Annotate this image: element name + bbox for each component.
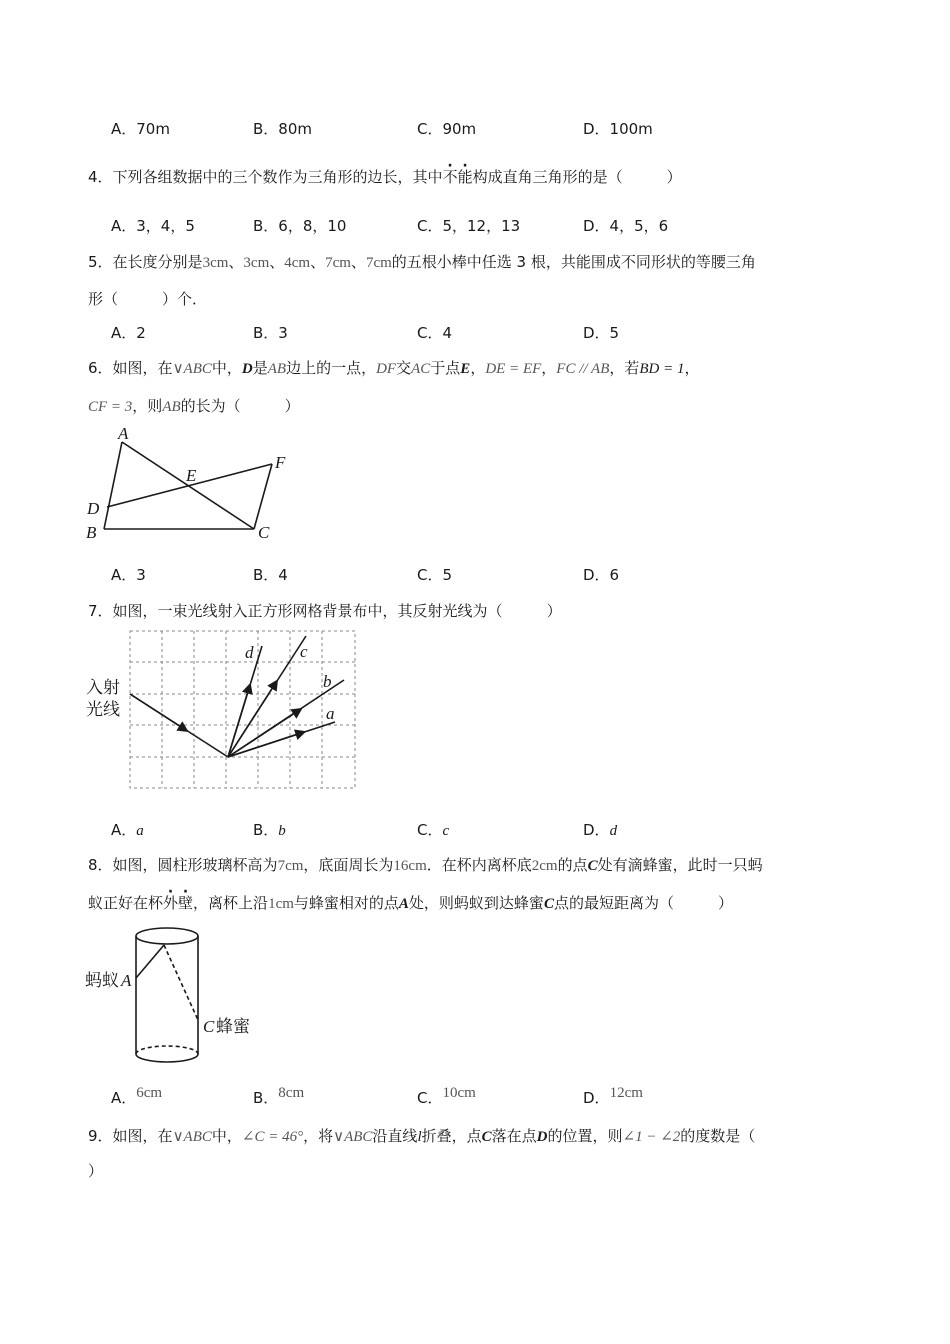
q4-option-c: C．5，12，13 xyxy=(417,217,521,235)
q8-text: 如图，圆柱形玻璃杯高为 xyxy=(112,856,278,874)
q8-text-7: ，离杯上沿 xyxy=(193,894,269,912)
q8-figure xyxy=(82,920,272,1070)
q6-label-e: E xyxy=(186,466,197,485)
q9-text-5: 折叠，点 xyxy=(421,1127,482,1145)
q8-stem-line2 xyxy=(88,892,733,913)
q6-figure xyxy=(80,420,300,545)
q6-text-2: 中， xyxy=(211,359,242,377)
q5-sep-1: 、 xyxy=(228,253,244,271)
q7-ray-b-arrow xyxy=(228,711,298,757)
q4-text: 下列各组数据中的三个数作为三角形的边长，其中 xyxy=(112,168,443,186)
q9-text: 如图，在 xyxy=(112,1127,173,1145)
q8-option-d xyxy=(583,1087,643,1108)
q9-point-c: C xyxy=(481,1129,492,1145)
q7-stem xyxy=(88,600,562,621)
q6-line-ab xyxy=(104,442,122,529)
q6-text-10: ， xyxy=(684,359,700,377)
q8-text-5: 处有滴蜂蜜，此时一只蚂 xyxy=(597,856,763,874)
q6-segment-ab-2: AB xyxy=(162,399,181,415)
q8-text-9: 处，则蚂蚁到达蜂蜜 xyxy=(408,894,544,912)
q6-line-fc xyxy=(254,464,272,529)
q5-value-4: 7cm xyxy=(325,255,351,271)
q8-emphasis-2: 壁 xyxy=(178,894,194,912)
q6-text-5: 交 xyxy=(396,359,412,377)
q7-option-b xyxy=(253,819,286,840)
q8-label-a: A xyxy=(121,971,132,990)
q5-option-b: B．3 xyxy=(253,324,288,342)
q6-point-e: E xyxy=(460,361,471,377)
q8-emphasis-1: 外 xyxy=(163,894,179,912)
q4-emphasis-2: 能 xyxy=(457,168,473,186)
q9-triangle-2: ∨ABC xyxy=(333,1129,373,1145)
q6-text-12: 的长为（ xyxy=(180,397,241,415)
q3-option-b: B．80m xyxy=(253,120,312,138)
q8-label-honey: 蜂蜜 xyxy=(216,1017,250,1037)
q9-point-d: D xyxy=(536,1129,548,1145)
q8-perimeter: 16cm xyxy=(393,858,427,874)
q7-label-a: a xyxy=(326,704,335,723)
q8-distance: 2cm xyxy=(531,858,558,874)
q3-option-a: A．70m xyxy=(111,120,170,138)
q6-text-8: ， xyxy=(541,359,557,377)
q8-number: 8． xyxy=(88,856,113,874)
q8-path-solid xyxy=(136,945,164,978)
q5-text-3: 形（ xyxy=(88,290,119,308)
q7-incident-arrow xyxy=(130,694,184,729)
q9-text-4: 沿直线 xyxy=(372,1127,418,1145)
q6-text: 如图，在 xyxy=(112,359,173,377)
q7-ray-c-arrow xyxy=(228,684,275,757)
q7-option-b-value: b xyxy=(278,823,286,839)
q9-stem-line2 xyxy=(88,1160,103,1181)
q8-option-d-prefix: D． xyxy=(583,1089,610,1107)
q9-text-8: 的度数是（ xyxy=(680,1127,756,1145)
q6-option-b: B．4 xyxy=(253,566,288,584)
q8-option-a xyxy=(111,1087,162,1108)
q5-value-1: 3cm xyxy=(202,255,229,271)
q8-cylinder-bottom-back xyxy=(136,1046,198,1054)
q5-option-d: D．5 xyxy=(583,324,620,342)
q8-text-4: 的点 xyxy=(557,856,588,874)
q5-text-4: ）个． xyxy=(162,290,208,308)
q8-option-b-value: 8cm xyxy=(278,1085,305,1101)
q8-option-c-value: 10cm xyxy=(442,1085,476,1101)
q5-sep-4: 、 xyxy=(350,253,366,271)
q8-option-b xyxy=(253,1087,304,1108)
q6-text-13: ） xyxy=(284,397,300,415)
q6-number: 6． xyxy=(88,359,113,377)
q6-segment-df: DF xyxy=(376,361,397,377)
q8-label-c: C xyxy=(203,1017,215,1036)
q5-option-a: A．2 xyxy=(111,324,146,342)
q7-option-d-prefix: D． xyxy=(583,821,610,839)
q7-label-c: c xyxy=(300,642,308,661)
q8-text-11: ） xyxy=(717,894,733,912)
q8-height: 7cm xyxy=(277,858,304,874)
q6-eq-de-ef: DE = EF xyxy=(485,361,542,377)
q5-sep-2: 、 xyxy=(269,253,285,271)
q8-cylinder-bottom-front xyxy=(136,1054,198,1062)
q5-stem-line1 xyxy=(88,251,756,272)
q4-text-3: ） xyxy=(666,168,682,186)
q4-text-2: 构成直角三角形的是（ xyxy=(472,168,623,186)
q7-label-d: d xyxy=(245,643,254,662)
q7-text: 如图，一束光线射入正方形网格背景布中，其反射光线为（ xyxy=(112,602,503,620)
q7-text-2: ） xyxy=(546,602,562,620)
q7-figure xyxy=(82,626,362,791)
q6-option-c: C．5 xyxy=(417,566,453,584)
q6-label-d: D xyxy=(87,499,100,518)
q8-point-a: A xyxy=(398,896,409,912)
q7-option-c-value: c xyxy=(442,823,450,839)
q6-segment-ab: AB xyxy=(267,361,287,377)
q6-text-4: 边上的一点， xyxy=(286,359,377,377)
q6-text-3: 是 xyxy=(252,359,268,377)
q9-triangle: ∨ABC xyxy=(172,1129,212,1145)
q8-stem-line1 xyxy=(88,854,763,875)
q6-text-11: ，则 xyxy=(132,397,163,415)
q7-option-d-value: d xyxy=(609,823,618,839)
q8-option-c-prefix: C． xyxy=(417,1089,443,1107)
q6-label-b: B xyxy=(86,523,97,542)
q4-stem xyxy=(88,166,682,187)
q4-option-b: B．6，8，10 xyxy=(253,217,347,235)
q6-text-6: 于点 xyxy=(430,359,461,377)
q9-text-7: 的位置，则 xyxy=(547,1127,623,1145)
q8-option-b-prefix: B． xyxy=(253,1089,279,1107)
q8-path-dashed xyxy=(164,945,198,1020)
q9-expression: ∠1 − ∠2 xyxy=(622,1129,681,1145)
q5-number: 5． xyxy=(88,253,113,271)
q8-option-d-value: 12cm xyxy=(609,1085,643,1101)
q6-stem-line2 xyxy=(88,395,300,416)
q3-option-d: D．100m xyxy=(583,120,653,138)
q8-text-3: ．在杯内离杯底 xyxy=(426,856,532,874)
q8-point-c: C xyxy=(587,858,598,874)
q7-option-a-value: a xyxy=(136,823,144,839)
q5-value-5: 7cm xyxy=(365,255,392,271)
q8-label-ant: 蚂蚁 xyxy=(85,971,119,991)
q9-text-2: 中， xyxy=(211,1127,242,1145)
q5-text-2: 的五根小棒中任选 3 根，共能围成不同形状的等腰三角 xyxy=(391,253,756,271)
q9-text-9: ） xyxy=(88,1162,104,1180)
q5-value-3: 4cm xyxy=(284,255,311,271)
q6-eq-cf: CF = 3 xyxy=(88,399,133,415)
q8-cylinder-top xyxy=(136,928,198,944)
q4-number: 4． xyxy=(88,168,113,186)
q7-option-c xyxy=(417,819,449,840)
q6-label-f: F xyxy=(275,453,286,472)
q8-option-a-prefix: A． xyxy=(111,1089,137,1107)
q6-option-d: D．6 xyxy=(583,566,620,584)
q6-segment-ac: AC xyxy=(411,361,431,377)
q6-triangle: ∨ABC xyxy=(172,361,212,377)
q9-angle-c: ∠C = 46° xyxy=(241,1129,304,1145)
q4-option-a: A．3，4，5 xyxy=(111,217,195,235)
q8-point-c-2: C xyxy=(543,896,554,912)
q6-parallel: FC // AB xyxy=(556,361,610,377)
q6-text-7: ， xyxy=(470,359,486,377)
q8-option-c xyxy=(417,1087,476,1108)
q7-label-b: b xyxy=(323,672,332,691)
q7-ray-d-arrow xyxy=(228,688,249,757)
q8-upper-distance: 1cm xyxy=(268,896,294,912)
q5-option-c: C．4 xyxy=(417,324,453,342)
q8-text-6: 蚁正好在杯 xyxy=(88,894,164,912)
q5-sep-3: 、 xyxy=(310,253,326,271)
q6-label-a: A xyxy=(118,424,129,443)
q4-option-d: D．4，5，6 xyxy=(583,217,669,235)
q6-text-9: ，若 xyxy=(609,359,640,377)
q7-option-b-prefix: B． xyxy=(253,821,279,839)
q7-option-a xyxy=(111,819,144,840)
q9-number: 9． xyxy=(88,1127,113,1145)
q7-option-d xyxy=(583,819,617,840)
q6-stem-line1 xyxy=(88,357,700,378)
q7-label-incident-1: 入射 xyxy=(86,678,120,697)
q7-option-a-prefix: A． xyxy=(111,821,137,839)
q8-text-10: 点的最短距离为（ xyxy=(553,894,674,912)
q9-text-6: 落在点 xyxy=(491,1127,537,1145)
q4-emphasis-1: 不 xyxy=(442,168,458,186)
q8-option-a-value: 6cm xyxy=(136,1085,163,1101)
q6-eq-bd: BD = 1 xyxy=(639,361,685,377)
q8-text-8: 与蜂蜜相对的点 xyxy=(293,894,399,912)
q8-text-2: ，底面周长为 xyxy=(303,856,394,874)
q6-option-a: A．3 xyxy=(111,566,146,584)
q5-stem-line2 xyxy=(88,288,207,309)
q9-line-l: l xyxy=(417,1129,422,1145)
q9-text-3: ，将 xyxy=(303,1127,334,1145)
q7-label-incident-2: 光线 xyxy=(86,700,120,719)
q7-option-c-prefix: C． xyxy=(417,821,443,839)
q9-stem-line1 xyxy=(88,1125,755,1146)
q6-label-c: C xyxy=(258,523,270,542)
q7-number: 7． xyxy=(88,602,113,620)
q5-text: 在长度分别是 xyxy=(112,253,203,271)
q5-value-2: 3cm xyxy=(243,255,270,271)
q3-option-c: C．90m xyxy=(417,120,477,138)
q6-point-d: D xyxy=(241,361,253,377)
